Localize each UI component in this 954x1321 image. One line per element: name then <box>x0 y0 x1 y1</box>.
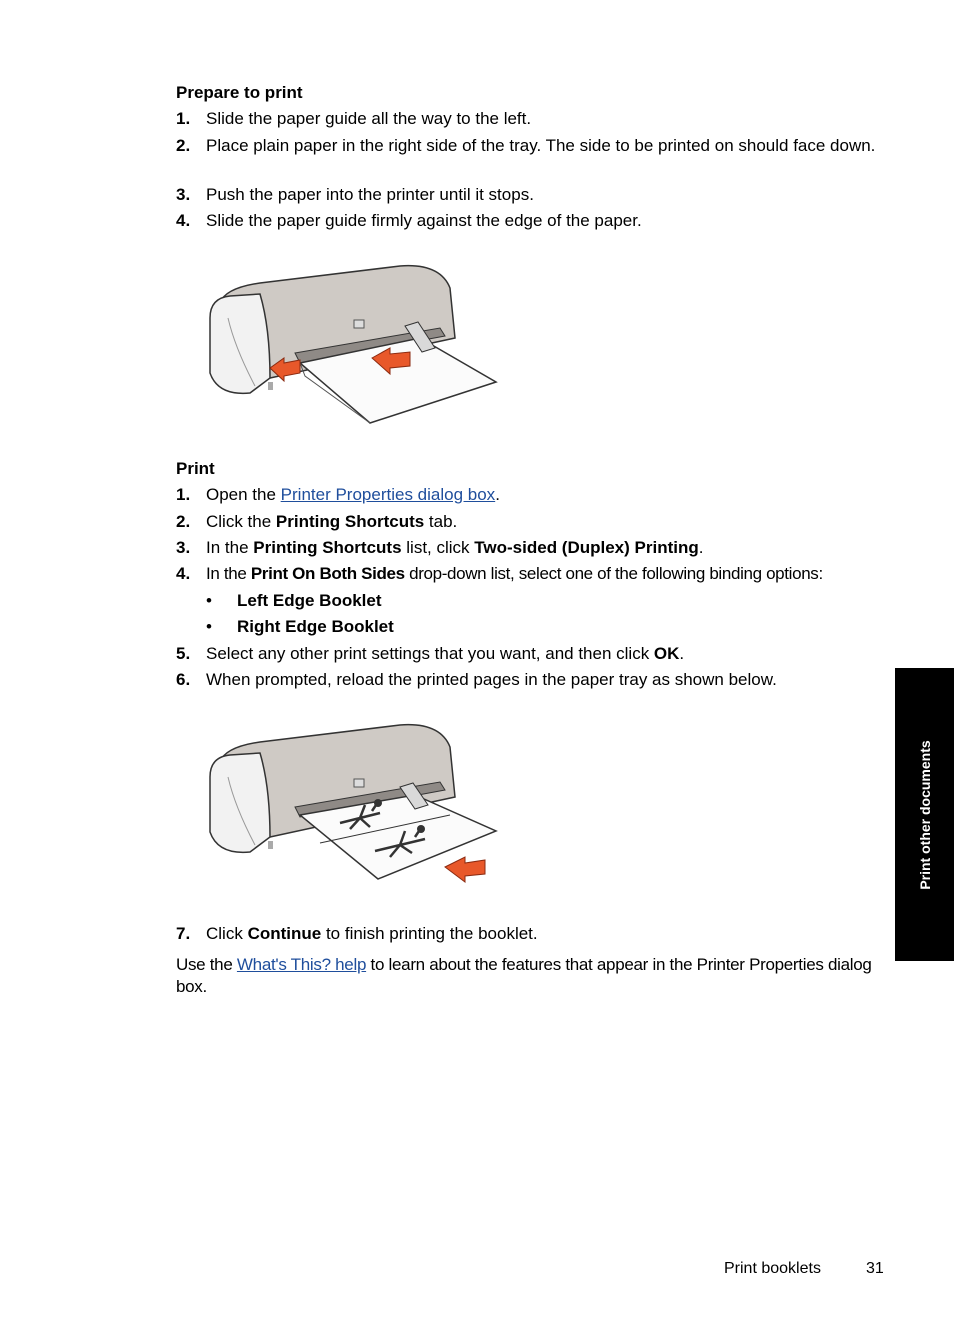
step-text-post: . <box>698 538 704 557</box>
bullet-text: Left Edge Booklet <box>237 591 382 610</box>
step-text-pre: Click the <box>206 512 276 531</box>
note-text-pre: Use the <box>176 955 237 974</box>
hp-logo-icon <box>354 320 364 328</box>
bullet-icon: • <box>206 617 212 636</box>
hp-logo-icon <box>354 779 364 787</box>
step-text-post: drop-down list, select one of the following binding options: <box>404 564 823 583</box>
section-heading-prepare: Prepare to print <box>176 83 303 102</box>
step-text-bold: Printing Shortcuts <box>253 538 402 557</box>
step-text-pre: Select any other print settings that you want, and then click <box>206 644 654 663</box>
step-number: 7. <box>176 924 191 943</box>
step-text-bold: Print On Both Sides <box>250 564 405 583</box>
step-text-bold: OK <box>653 644 680 663</box>
step-text <box>206 537 888 559</box>
arrow-left-icon <box>445 857 485 882</box>
step-text <box>206 484 888 506</box>
step-text <box>206 511 888 533</box>
step-number: 3. <box>176 538 191 557</box>
step-number: 1. <box>176 109 191 128</box>
step-text: Push the paper into the printer until it stops. <box>206 185 534 204</box>
step-text-post: . <box>495 485 500 504</box>
step-text: Place plain paper in the right side of the tray. The side to be printed on should face down. <box>206 136 876 155</box>
step-text-post: to finish printing the booklet. <box>321 924 538 943</box>
bullet-text: Right Edge Booklet <box>237 617 394 636</box>
print-step-7 <box>176 923 888 945</box>
printer-reload-pages-illustration <box>200 717 505 889</box>
step-text-bold: Continue <box>247 924 322 943</box>
print-step-3 <box>176 537 888 559</box>
step-text-pre: Open the <box>206 485 281 504</box>
step-number: 1. <box>176 485 191 504</box>
note-paragraph <box>176 954 888 998</box>
step-text: When prompted, reload the printed pages in the paper tray as shown below. <box>206 670 777 689</box>
footer-section-title: Print booklets <box>724 1260 821 1277</box>
step-number: 3. <box>176 185 191 204</box>
step-text-post: tab. <box>424 512 458 531</box>
step-number: 4. <box>176 564 191 583</box>
printer-load-paper-illustration <box>200 258 505 430</box>
step-text-post: . <box>679 644 685 663</box>
print-step-4 <box>176 563 888 585</box>
prepare-step-4 <box>176 210 888 232</box>
prepare-step-3 <box>176 184 888 206</box>
print-step-5 <box>176 643 888 665</box>
chapter-side-tab-label: Print other documents <box>916 739 933 890</box>
chapter-side-tab <box>895 668 954 961</box>
step-text-pre: In the <box>206 538 254 557</box>
step-text: Slide the paper guide firmly against the edge of the paper. <box>206 211 642 230</box>
step-text-pre: Click <box>206 924 248 943</box>
step-number: 4. <box>176 211 191 230</box>
step-text <box>206 643 888 665</box>
step-number: 2. <box>176 512 191 531</box>
note-text-post: to learn about the features that appear in the Printer Properties dialog box. <box>176 955 872 996</box>
section-heading-print: Print <box>176 459 215 478</box>
step-text-bold: Printing Shortcuts <box>275 512 425 531</box>
footer-page-number: 31 <box>866 1260 884 1277</box>
print-step-6 <box>176 669 888 691</box>
prepare-step-2 <box>176 135 888 179</box>
step-text: Slide the paper guide all the way to the left. <box>206 109 532 128</box>
step-text <box>206 923 888 945</box>
bullet-icon: • <box>206 591 212 610</box>
step-number: 6. <box>176 670 191 689</box>
print-step-1 <box>176 484 888 506</box>
step-text-pre: In the <box>206 564 251 583</box>
step-number: 2. <box>176 136 191 155</box>
step-text-mid: list, click <box>401 538 475 557</box>
printer-properties-link[interactable]: Printer Properties dialog box <box>280 485 496 504</box>
step-text <box>206 563 888 585</box>
prepare-step-1 <box>176 108 888 130</box>
step-text-bold: Two-sided (Duplex) Printing <box>474 538 699 557</box>
print-step-2 <box>176 511 888 533</box>
step-number: 5. <box>176 644 191 663</box>
whats-this-help-link[interactable]: What's This? help <box>236 955 367 974</box>
